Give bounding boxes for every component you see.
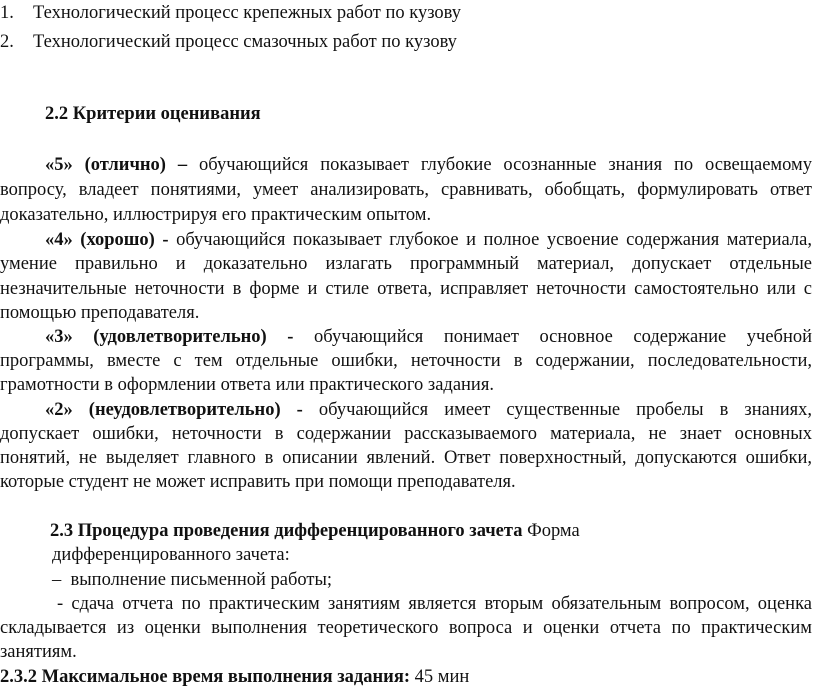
procedure-heading: 2.3 Процедура проведения дифференцированного зачета Форма xyxy=(50,521,580,541)
criteria-satisfactory-line1: «3» (удовлетворительно) - обучающийся понимает основное содержание учебной xyxy=(45,327,813,347)
criteria-heading: 2.2 Критерии оценивания xyxy=(45,104,261,124)
criteria-good-line3: незначительные неточности в форме и стиле ответа, исправляет неточности самостоятельно или с xyxy=(0,279,812,299)
procedure-para-line1: - сдача отчета по практическим занятиям является вторым обязательным вопросом, оценка xyxy=(57,594,812,614)
procedure-line: дифференцированного зачета: xyxy=(52,545,290,565)
procedure-heading-tail: Форма xyxy=(527,521,580,541)
criteria-unsatisfactory-line1: «2» (неудовлетворительно) - обучающийся имеет существенные пробелы в знаниях, xyxy=(45,400,813,420)
criteria-excellent-line3: доказательно, иллюстрируя его практическим опытом. xyxy=(0,205,432,225)
criteria-excellent-line1: «5» (отлично) – обучающийся показывает глубокие осознанные знания по освещаемому xyxy=(45,155,812,175)
list-item-text: Технологический процесс смазочных работ по кузову xyxy=(33,32,457,52)
procedure-dash-item: – выполнение письменной работы; xyxy=(52,570,333,590)
criteria-unsatisfactory-line4: которые студент не может исправить при помощи преподавателя. xyxy=(0,472,516,492)
grade-label: «3» (удовлетворительно) - xyxy=(45,327,294,347)
list-number: 2. xyxy=(0,32,14,52)
criteria-good-line2: умение правильно и доказательно излагать программный материал, допускает отдельные xyxy=(0,254,812,274)
criteria-satisfactory-line3: грамотности в оформлении ответа или практического задания. xyxy=(0,375,494,395)
list-item-text: Технологический процесс крепежных работ по кузову xyxy=(33,3,462,23)
grade-label: «5» (отлично) – xyxy=(45,155,188,175)
max-time-line xyxy=(0,665,816,689)
criteria-satisfactory-line2: программы, вместе с тем отдельные ошибки, неточности в содержании, последовательности, xyxy=(0,351,812,371)
criteria-good-line1: «4» (хорошо) - обучающийся показывает глубокое и полное усвоение содержания материала, xyxy=(45,230,812,250)
procedure-para-line3: занятиям. xyxy=(0,642,77,662)
max-time-value: 45 мин xyxy=(414,667,470,687)
list-item xyxy=(0,30,816,54)
grade-label: «2» (неудовлетворительно) - xyxy=(45,400,303,420)
grade-label: «4» (хорошо) - xyxy=(45,230,169,250)
list-item xyxy=(0,1,816,25)
max-time-label: 2.3.2 Максимальное время выполнения задания: xyxy=(0,667,411,687)
list-number: 1. xyxy=(0,3,14,23)
criteria-good-line4: помощью преподавателя. xyxy=(0,303,200,323)
criteria-unsatisfactory-line3: понятий, не выделяет главного в описании явлений. Ответ поверхностный, допускаются ошибки, xyxy=(0,448,812,468)
criteria-unsatisfactory-line2: допускает ошибки, неточности в содержании рассказываемого материала, не знает основных xyxy=(0,424,812,444)
procedure-para-line2: складывается из оценки выполнения теоретического вопроса и оценки отчета по практическим xyxy=(0,618,812,638)
criteria-excellent-line2: вопросу, владеет понятиями, умеет анализировать, сравнивать, обобщать, формулировать ответ xyxy=(0,180,812,200)
